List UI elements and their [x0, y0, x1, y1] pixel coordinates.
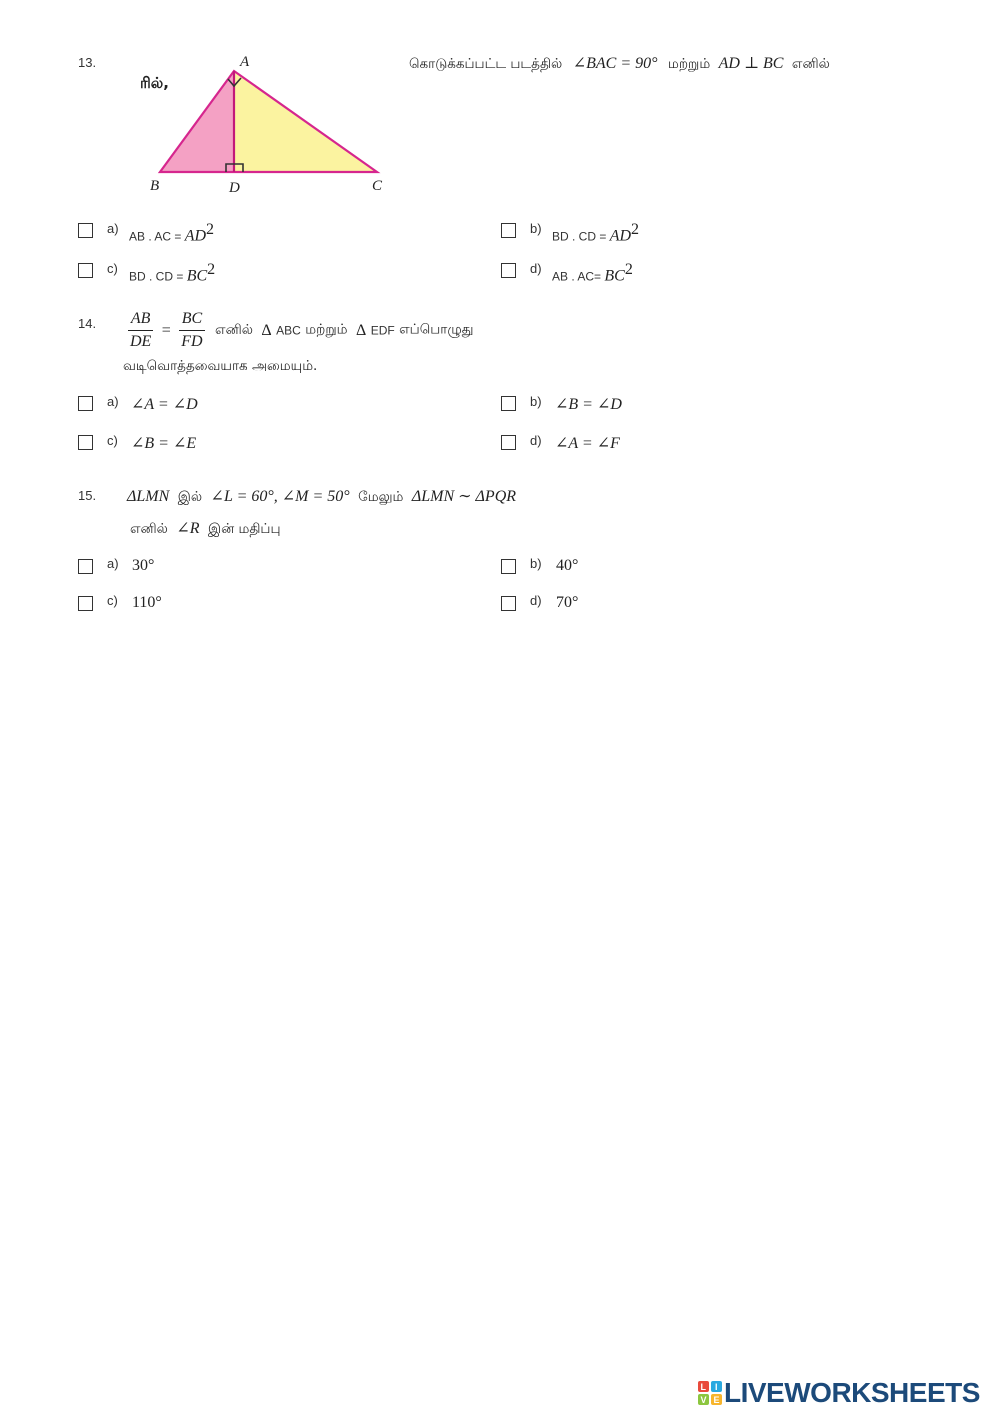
q13-option-a-text: AB . AC =	[129, 229, 185, 244]
vertex-label-c: C	[372, 178, 383, 194]
q14-option-a-checkbox[interactable]	[78, 396, 93, 411]
q14-option-c-math: ∠B = ∠E	[131, 435, 197, 452]
q15-option-d-checkbox[interactable]	[501, 596, 516, 611]
q14-fraction-1-denominator: DE	[130, 333, 152, 350]
q14-option-d-checkbox[interactable]	[501, 435, 516, 450]
q15-stem-text-2: மேலும்	[358, 489, 404, 505]
q13-option-d-sup: 2	[624, 261, 633, 278]
q13-option-a-math: AD	[184, 227, 207, 245]
q14-triangle-2: EDF	[370, 323, 395, 338]
q14-stem-text-1: எனில்	[215, 321, 253, 338]
q14-equals: =	[161, 321, 171, 339]
q13-option-c-answer	[129, 261, 215, 285]
q13-option-c-checkbox[interactable]	[78, 263, 93, 278]
question-14-stem	[128, 310, 473, 351]
vertex-label-d: D	[229, 180, 240, 196]
q15-option-b-checkbox[interactable]	[501, 559, 516, 574]
q13-option-a-answer	[129, 221, 214, 245]
q14-option-b-letter: b)	[530, 394, 542, 409]
q15-option-a-letter: a)	[107, 556, 119, 571]
svg-text:L: L	[700, 1382, 706, 1392]
q15-stem-line-2	[130, 518, 281, 539]
q13-option-c-sup: 2	[207, 261, 216, 278]
q14-triangle-1: ABC	[276, 323, 301, 338]
q14-delta-1: Δ	[261, 321, 272, 339]
q15-stem-text-1: இல்	[177, 489, 203, 505]
q15-option-c-checkbox[interactable]	[78, 596, 93, 611]
q14-option-b-math: ∠B = ∠D	[555, 396, 622, 413]
q15-line-2-text-2: இன் மதிப்பு	[207, 521, 281, 537]
vertex-label-b: B	[150, 178, 160, 194]
liveworksheets-logo-icon	[698, 1381, 722, 1405]
question-15-stem	[127, 486, 516, 507]
q14-fraction-1-numerator: AB	[128, 310, 153, 331]
q14-option-b-checkbox[interactable]	[501, 396, 516, 411]
vertex-label-a: A	[240, 54, 250, 70]
q14-stem-line-2: வடிவொத்தவையாக அமையும்.	[123, 358, 318, 374]
q15-stem-math-3: ΔLMN ∼ ΔPQR	[411, 488, 517, 505]
q15-option-a-checkbox[interactable]	[78, 559, 93, 574]
q14-option-c-letter: c)	[107, 433, 118, 448]
q14-option-a-letter: a)	[107, 394, 119, 409]
q14-stem-text-3: எப்பொழுது	[399, 321, 474, 338]
q14-fraction-1	[128, 310, 153, 351]
q13-stem-math-2: AD ⊥ BC	[718, 55, 784, 72]
q15-option-c-letter: c)	[107, 593, 118, 608]
q13-stem-text-1: கொடுக்கப்பட்ட படத்தில்	[409, 56, 563, 72]
q14-stem-text-2: மற்றும்	[305, 321, 348, 338]
question-13-fragment: ரில்,	[140, 74, 169, 92]
q14-fraction-2-denominator: FD	[181, 333, 203, 350]
q13-option-c-text: BD . CD =	[129, 269, 187, 284]
q13-option-c-letter: c)	[107, 261, 118, 276]
question-13-number: 13.	[78, 55, 97, 70]
svg-text:E: E	[713, 1395, 720, 1405]
q14-option-a-math: ∠A = ∠D	[131, 396, 198, 413]
q14-option-d-math: ∠A = ∠F	[555, 435, 620, 452]
question-13-stem	[409, 53, 830, 74]
q15-option-d-letter: d)	[530, 593, 542, 608]
q13-option-d-math: BC	[604, 267, 625, 285]
q15-stem-math-1: ΔLMN	[127, 488, 170, 505]
q13-option-a-letter: a)	[107, 221, 119, 236]
q13-option-d-answer	[552, 261, 633, 285]
q15-option-d-value: 70°	[556, 594, 579, 611]
q15-option-b-letter: b)	[530, 556, 542, 571]
q15-option-c-value: 110°	[132, 594, 162, 611]
svg-text:I: I	[715, 1382, 718, 1392]
question-14-number: 14.	[78, 316, 97, 331]
q13-option-a-checkbox[interactable]	[78, 223, 93, 238]
q13-stem-text-3: எனில்	[791, 56, 830, 72]
q13-option-d-text: AB . AC=	[552, 269, 605, 284]
q13-stem-math-1: ∠BAC = 90°	[572, 55, 658, 72]
q14-fraction-2	[179, 310, 204, 351]
liveworksheets-brand: LIVEWORKSHEETS	[724, 1377, 980, 1408]
q14-option-d-letter: d)	[530, 433, 542, 448]
q13-option-b-answer	[552, 221, 639, 245]
q15-stem-math-2: ∠L = 60°, ∠M = 50°	[210, 488, 350, 505]
q13-option-b-letter: b)	[530, 221, 542, 236]
q15-option-b-value: 40°	[556, 557, 579, 574]
q13-option-b-text: BD . CD =	[552, 229, 610, 244]
q13-option-d-letter: d)	[530, 261, 542, 276]
q13-option-b-sup: 2	[631, 221, 640, 238]
svg-text:V: V	[700, 1395, 707, 1405]
q13-option-a-sup: 2	[206, 221, 215, 238]
q15-line-2-math: ∠R	[176, 520, 200, 537]
q14-delta-2: Δ	[355, 321, 367, 339]
q15-option-a-value: 30°	[132, 557, 155, 574]
triangle-figure	[140, 48, 400, 208]
q14-fraction-2-numerator: BC	[179, 310, 204, 331]
q15-line-2-text-1: எனில்	[130, 521, 168, 537]
q13-option-c-math: BC	[186, 267, 208, 285]
q13-option-b-checkbox[interactable]	[501, 223, 516, 238]
q13-option-d-checkbox[interactable]	[501, 263, 516, 278]
question-15-number: 15.	[78, 488, 97, 503]
q14-option-c-checkbox[interactable]	[78, 435, 93, 450]
q13-option-b-math: AD	[609, 227, 632, 245]
q13-stem-text-2: மற்றும்	[667, 56, 711, 72]
